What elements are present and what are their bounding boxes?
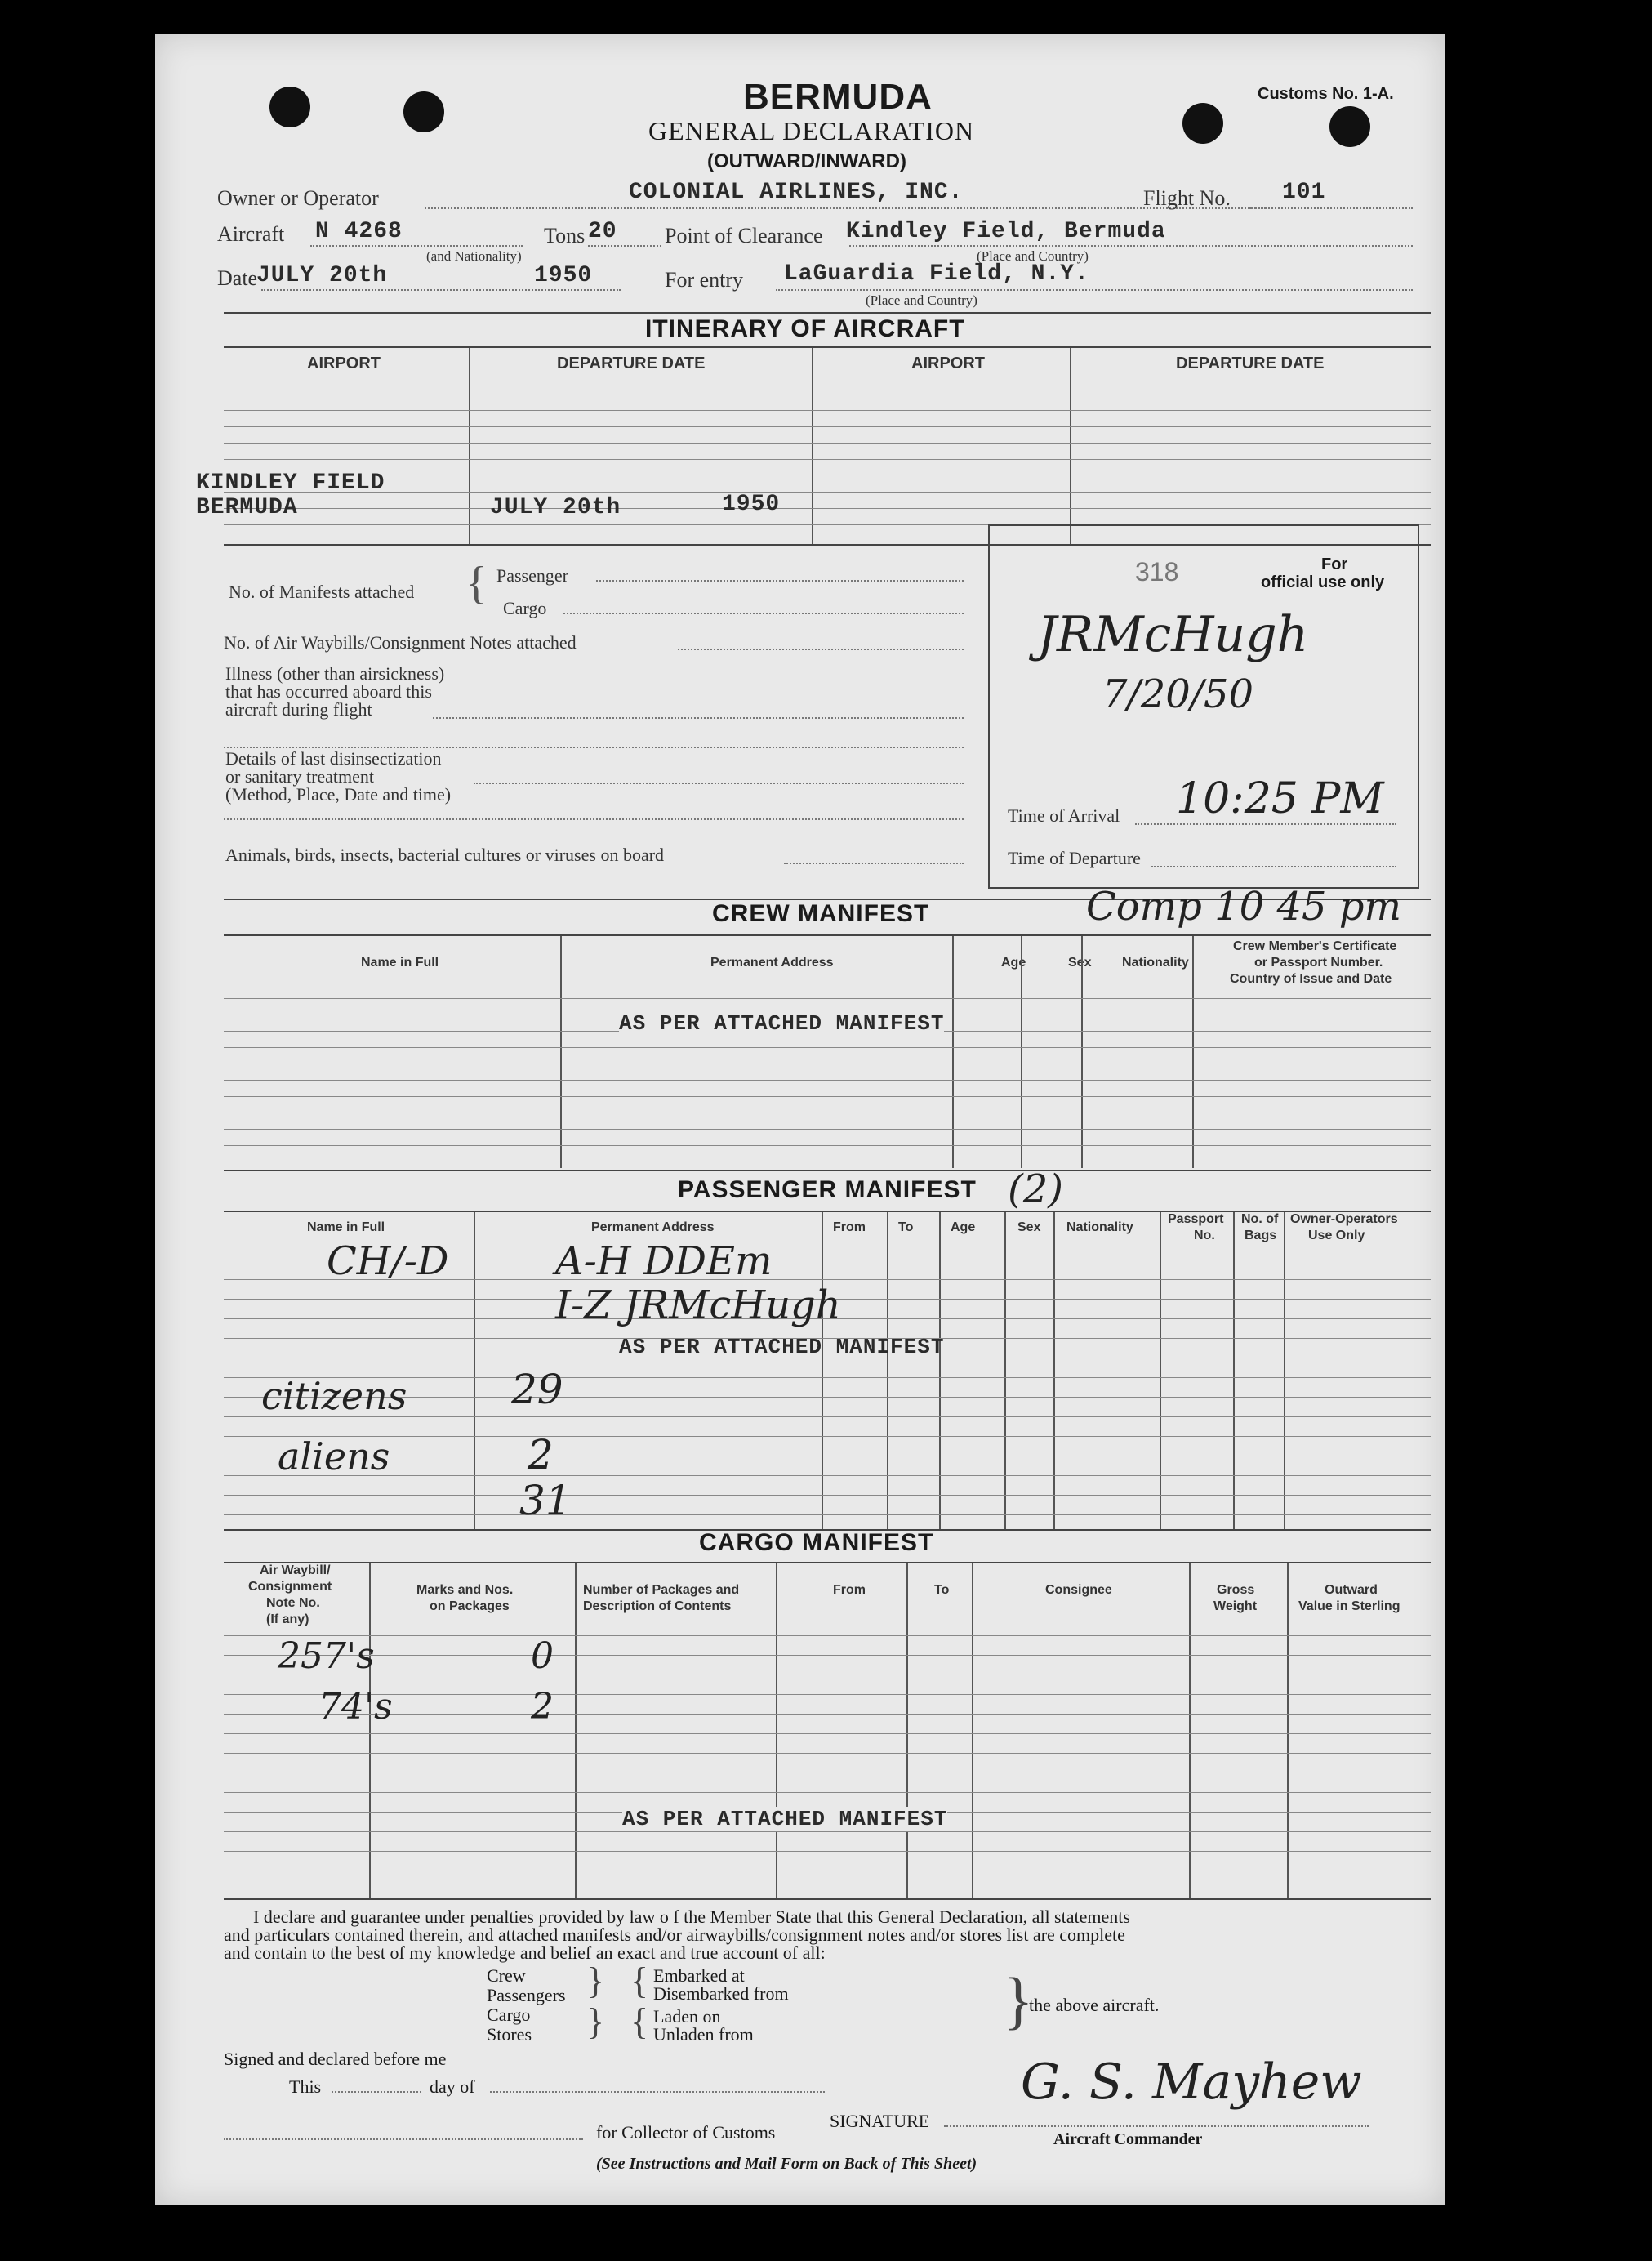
illness-line2: that has occurred aboard this	[225, 681, 432, 702]
brace: }	[586, 2000, 605, 2042]
departure-time-label: Time of Departure	[1008, 848, 1141, 868]
animals-label: Animals, birds, insects, bacterial cultures or viruses on board	[225, 845, 665, 865]
declaration-text-3: and contain to the best of my knowledge and belief an exact and true account of all:	[224, 1942, 826, 1963]
declaration-action-unladen: Unladen from	[653, 2024, 754, 2045]
punch-hole	[269, 87, 310, 127]
flight-label: Flight No.	[1143, 186, 1231, 210]
entry-label: For entry	[665, 268, 744, 292]
cargo-hw-row2-b: 2	[531, 1686, 554, 1728]
passenger-note: AS PER ATTACHED MANIFEST	[619, 1335, 945, 1359]
manifest-cargo-label: Cargo	[503, 598, 547, 618]
passenger-hw-aliens: aliens	[278, 1434, 390, 1478]
passenger-col-owner-1: Owner-Operators	[1290, 1212, 1398, 1226]
disinsect-line3: (Method, Place, Date and time)	[225, 784, 452, 805]
commander-signature: G. S. Mayhew	[1021, 2054, 1362, 2111]
cargo-col-packages-2: Description of Contents	[583, 1599, 732, 1613]
official-number: 318	[1135, 557, 1179, 586]
crew-note: AS PER ATTACHED MANIFEST	[619, 1011, 945, 1036]
cargo-note: AS PER ATTACHED MANIFEST	[622, 1807, 948, 1831]
declaration-action-disembarked: Disembarked from	[653, 1983, 789, 2004]
declaration-commander: Aircraft Commander	[1053, 2130, 1203, 2148]
itinerary-col-departure: DEPARTURE DATE	[557, 355, 706, 372]
official-date: 7/20/50	[1102, 671, 1254, 717]
entry-note: (Place and Country)	[866, 292, 977, 308]
crew-col-nationality: Nationality	[1122, 956, 1189, 970]
cargo-col-waybill-4: (If any)	[266, 1612, 309, 1626]
clearance-note: (Place and Country)	[977, 248, 1089, 264]
passenger-col-name: Name in Full	[307, 1220, 385, 1234]
passenger-col-to: To	[898, 1220, 914, 1234]
date-value: JULY 20th	[256, 263, 388, 288]
crew-col-certificate-2: or Passport Number.	[1254, 956, 1383, 970]
aircraft-value: N 4268	[315, 219, 403, 244]
date-label: Date	[217, 266, 258, 290]
clearance-value: Kindley Field, Bermuda	[846, 219, 1166, 244]
itinerary-col-airport: AIRPORT	[307, 355, 381, 372]
declaration-day-of: day of	[430, 2076, 475, 2097]
official-label-line2: official use only	[1261, 573, 1385, 591]
form-title: BERMUDA	[743, 77, 933, 117]
cargo-col-marks-1: Marks and Nos.	[416, 1583, 514, 1597]
cargo-hw-row2-a: 74's	[318, 1686, 393, 1728]
itinerary-col-departure-2: DEPARTURE DATE	[1176, 355, 1325, 372]
declaration-the-above: the above aircraft.	[1029, 1995, 1160, 2015]
passenger-hw-row1-b: A-H DDEm	[555, 1238, 773, 1284]
crew-col-sex: Sex	[1068, 956, 1092, 970]
punch-hole	[1329, 106, 1370, 147]
cargo-col-waybill-2: Consignment	[248, 1580, 332, 1594]
passenger-hw-aliens-count: 2	[528, 1431, 554, 1478]
passenger-col-bags-1: No. of	[1241, 1212, 1279, 1226]
illness-line3: aircraft during flight	[225, 699, 372, 720]
flight-value: 101	[1282, 180, 1326, 205]
passenger-hw-citizens: citizens	[261, 1374, 407, 1418]
completed-note: Comp 10 45 pm	[1086, 884, 1402, 930]
cargo-col-waybill-1: Air Waybill/	[260, 1563, 331, 1577]
tons-label: Tons	[544, 224, 586, 248]
passenger-col-bags-2: Bags	[1245, 1229, 1277, 1242]
arrival-label: Time of Arrival	[1008, 805, 1120, 826]
itinerary-title: ITINERARY OF AIRCRAFT	[645, 315, 965, 342]
passenger-col-owner-2: Use Only	[1308, 1229, 1365, 1242]
aircraft-note: (and Nationality)	[426, 248, 522, 264]
official-label-line1: For	[1321, 555, 1348, 573]
entry-value: LaGuardia Field, N.Y.	[784, 261, 1089, 287]
crew-col-age: Age	[1001, 956, 1026, 970]
itinerary-airport-line2: BERMUDA	[196, 495, 298, 520]
itinerary-departure-year: 1950	[722, 492, 781, 517]
passenger-hw-citizens-count: 29	[511, 1366, 563, 1413]
aircraft-label: Aircraft	[217, 222, 285, 246]
cargo-col-packages-1: Number of Packages and	[583, 1583, 740, 1597]
form-number: Customs No. 1-A.	[1258, 85, 1394, 103]
passenger-hw-row2-b: I-Z JRMcHugh	[555, 1282, 841, 1328]
cargo-col-to: To	[934, 1583, 950, 1597]
cargo-col-from: From	[833, 1583, 866, 1597]
declaration-collector: for Collector of Customs	[596, 2122, 776, 2143]
cargo-hw-row1-a: 257's	[278, 1635, 375, 1677]
illness-line1: Illness (other than airsickness)	[225, 663, 445, 684]
declaration-item-cargo: Cargo	[487, 2005, 531, 2025]
passenger-title: PASSENGER MANIFEST	[678, 1176, 977, 1203]
crew-title: CREW MANIFEST	[712, 900, 930, 927]
cargo-hw-row1-b: 0	[531, 1635, 554, 1677]
passenger-col-from: From	[833, 1220, 866, 1234]
crew-col-certificate-1: Crew Member's Certificate	[1233, 939, 1397, 953]
passenger-col-age: Age	[951, 1220, 976, 1234]
brace: {	[630, 1960, 649, 2001]
passenger-col-address: Permanent Address	[591, 1220, 715, 1234]
owner-label: Owner or Operator	[217, 186, 379, 210]
passenger-hw-row1-a: CH/-D	[327, 1238, 449, 1284]
passenger-col-passport-2: No.	[1194, 1229, 1215, 1242]
cargo-col-marks-2: on Packages	[430, 1599, 510, 1613]
tons-value: 20	[588, 219, 617, 244]
crew-col-certificate-3: Country of Issue and Date	[1230, 972, 1392, 986]
declaration-form	[155, 34, 1445, 2205]
owner-value: COLONIAL AIRLINES, INC.	[629, 180, 964, 205]
cargo-col-value-2: Value in Sterling	[1298, 1599, 1400, 1613]
passenger-col-nationality: Nationality	[1066, 1220, 1133, 1234]
declaration-item-passengers: Passengers	[487, 1985, 566, 2005]
crew-col-address: Permanent Address	[710, 956, 834, 970]
cargo-col-weight-2: Weight	[1213, 1599, 1258, 1613]
passenger-col-passport-1: Passport	[1168, 1212, 1224, 1226]
passenger-col-sex: Sex	[1017, 1220, 1041, 1234]
date-year: 1950	[534, 263, 593, 288]
brace: {	[630, 2000, 649, 2042]
punch-hole	[1182, 103, 1223, 144]
declaration-item-stores: Stores	[487, 2024, 532, 2045]
form-direction: (OUTWARD/INWARD)	[707, 150, 906, 172]
cargo-title: CARGO MANIFEST	[699, 1529, 934, 1556]
declaration-item-crew: Crew	[487, 1965, 526, 1986]
declaration-text-2: and particulars contained therein, and attached manifests and/or airwaybills/consignment notes and/or stores list are complete	[224, 1924, 1125, 1945]
declaration-signature-label: SIGNATURE	[830, 2111, 930, 2131]
manifests-attached-label: No. of Manifests attached	[229, 582, 415, 602]
disinsect-line1: Details of last disinsectization	[225, 748, 442, 769]
cargo-col-value-1: Outward	[1325, 1583, 1378, 1597]
declaration-this: This	[289, 2076, 322, 2097]
disinsect-line2: or sanitary treatment	[225, 766, 375, 787]
clearance-label: Point of Clearance	[665, 224, 823, 248]
crew-col-name: Name in Full	[361, 956, 439, 970]
passenger-count-note: (2)	[1008, 1166, 1063, 1212]
cargo-col-weight-1: Gross	[1217, 1583, 1255, 1597]
brace: }	[1003, 1964, 1034, 2036]
brace: {	[465, 558, 488, 609]
cargo-col-consignee: Consignee	[1045, 1583, 1112, 1597]
cargo-col-waybill-3: Note No.	[266, 1596, 320, 1610]
waybills-label: No. of Air Waybills/Consignment Notes attached	[224, 632, 577, 653]
declaration-action-laden: Laden on	[653, 2006, 721, 2027]
punch-hole	[403, 91, 444, 132]
passenger-hw-total: 31	[519, 1477, 572, 1524]
form-subtitle: GENERAL DECLARATION	[648, 116, 975, 145]
manifest-passenger-label: Passenger	[496, 565, 568, 586]
declaration-signed: Signed and declared before me	[224, 2049, 447, 2069]
itinerary-col-airport-2: AIRPORT	[911, 355, 985, 372]
declaration-action-embarked: Embarked at	[653, 1965, 745, 1986]
itinerary-departure: JULY 20th	[490, 495, 621, 520]
official-signature: JRMcHugh	[1037, 606, 1309, 663]
arrival-value: 10:25 PM	[1176, 774, 1384, 823]
declaration-instructions: (See Instructions and Mail Form on Back of This Sheet)	[596, 2155, 977, 2173]
brace: }	[586, 1960, 605, 2001]
declaration-text-1: I declare and guarantee under penalties provided by law o f the Member State that this General Declaration, all statements	[253, 1906, 1130, 1927]
itinerary-airport-line1: KINDLEY FIELD	[196, 470, 385, 496]
